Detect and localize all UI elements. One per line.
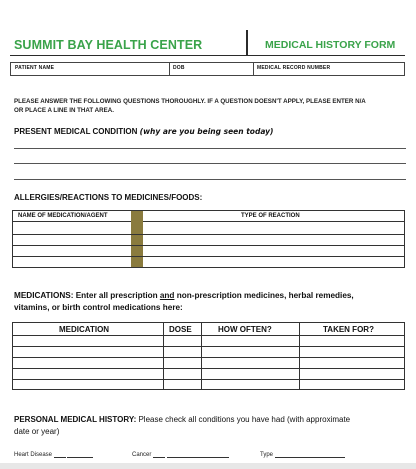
condition-blank[interactable] [67,452,93,458]
table-row-line [13,335,404,336]
medications-intro-line: vitamins, or birth control medications here: [14,303,183,312]
allergies-title: ALLERGIES/REACTIONS TO MEDICINES/FOODS: [14,193,203,202]
patient-name-label: PATIENT NAME [15,65,55,71]
allergy-table-header [13,211,404,222]
page-edge [0,463,416,469]
medications-intro-and: and [159,291,175,300]
table-row-line [13,256,404,257]
header-divider [246,30,248,56]
table-row-line [13,357,404,358]
instructions-line: OR PLACE A LINE IN THAT AREA. [14,106,114,114]
col-how-often: HOW OFTEN? [218,325,272,334]
condition-label: Type [260,452,274,458]
answer-line[interactable] [14,163,406,164]
instructions [14,98,406,115]
dob-label: DOB [173,65,185,71]
medication-table [12,322,405,390]
personal-history-line: date or year) [14,426,60,436]
present-condition-label: PRESENT MEDICAL CONDITION [14,127,140,136]
condition-heart-disease [14,452,93,458]
col-reaction-type: TYPE OF REACTION [241,213,300,219]
personal-history-title: PERSONAL MEDICAL HISTORY: [14,415,137,424]
record-number-label: MEDICAL RECORD NUMBER [257,65,331,71]
present-condition-title [14,127,273,136]
medications-intro-text: MEDICATIONS: Enter all prescription [14,291,160,300]
personal-history [14,414,409,437]
medications-intro-text: non-prescription medicines, herbal remedies, [174,291,354,300]
allergy-table [12,210,405,268]
table-row-line [13,379,404,380]
present-condition-hint: (why are you being seen today) [139,127,274,136]
col-dose: DOSE [169,325,192,334]
table-row-line [13,245,404,246]
table-row-line [13,234,404,235]
clinic-name: SUMMIT BAY HEALTH CENTER [14,38,203,52]
condition-blank[interactable] [54,452,66,458]
instructions-line: PLEASE ANSWER THE FOLLOWING QUESTIONS THOROUGHLY. IF A QUESTION DOESN'T APPLY, PLEASE ENTER N/A [14,98,366,105]
condition-blank[interactable] [167,452,229,458]
medications-intro-line [14,290,409,302]
answer-line[interactable] [14,179,406,180]
personal-history-line [14,414,409,426]
answer-line[interactable] [14,148,406,149]
condition-blank[interactable] [275,452,345,458]
medications-intro [14,290,409,314]
column-separator [131,211,143,267]
form-title: MEDICAL HISTORY FORM [265,39,396,51]
condition-blank[interactable] [153,452,165,458]
patient-bar-divider [169,63,170,75]
patient-info-bar [10,62,405,76]
col-taken-for: TAKEN FOR? [323,325,374,334]
patient-bar-divider [253,63,254,75]
condition-type [260,452,345,458]
condition-label: Heart Disease [14,452,53,458]
condition-cancer [132,452,229,458]
table-row-line [13,346,404,347]
form-header [10,30,405,56]
table-row-line [13,368,404,369]
col-medication-agent: NAME OF MEDICATION/AGENT [18,213,108,219]
condition-label: Cancer [132,452,152,458]
col-medication: MEDICATION [59,325,110,334]
personal-history-text: Please check all conditions you have had (with approximate [136,415,351,424]
